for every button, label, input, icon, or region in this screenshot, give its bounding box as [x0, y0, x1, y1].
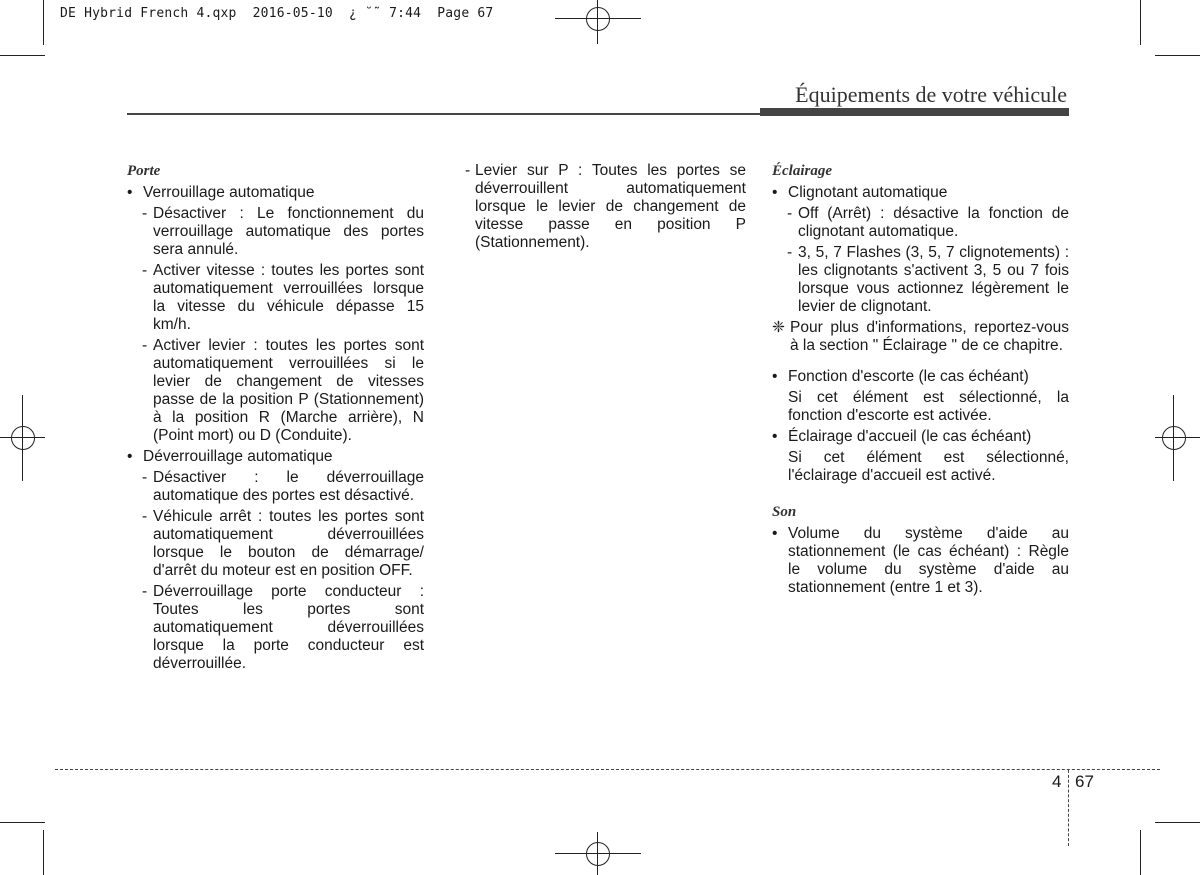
sub-item: - Désactiver : Le fonctionnement du verrouillage automatique des portes sera annulé. [142, 205, 424, 258]
bullet-verrouillage: • Verrouillage automatique [127, 184, 424, 202]
section-title-eclairage: Éclairage [772, 163, 832, 179]
note: ❈ Pour plus d'informations, reportez-vous à la section " Éclairage " de ce chapitre. [772, 319, 1069, 354]
column-right [772, 162, 1069, 597]
footer-divider [1068, 770, 1069, 846]
paragraph: Si cet élément est sélectionné, l'éclairage d'accueil est activé. [788, 449, 1069, 484]
bullet-deverrouillage: • Déverrouillage automatique [127, 448, 424, 466]
sub-item: - Levier sur P : Toutes les portes se déverrouillent automatiquement lorsque le levier de changement de vitesse passe en position P (Stationnement). [465, 162, 746, 251]
sub-item: - Activer vitesse : toutes les portes sont automatiquement verrouillées lorsque la vitesse du véhicule dépasse 15 km/h. [142, 262, 424, 333]
bullet-accueil: • Éclairage d'accueil (le cas échéant) [772, 428, 1069, 446]
sub-item: - Désactiver : le déverrouillage automatique des portes est désactivé. [142, 469, 424, 504]
bullet-escorte: • Fonction d'escorte (le cas échéant) [772, 368, 1069, 386]
column-middle [465, 162, 746, 252]
sub-item: - Activer levier : toutes les portes sont automatiquement verrouillées si le levier de changement de vitesses passe de la position P (Stationnement) à la position R (Marche arrière), N (Point mort) ou D (Conduite). [142, 337, 424, 444]
column-left [127, 162, 424, 673]
sub-item: - 3, 5, 7 Flashes (3, 5, 7 clignotements) : les clignotants s'activent 3, 5 ou 7 fois lorsque vous actionnez légèrement le levier de clignotant. [787, 244, 1069, 315]
sub-item: - Véhicule arrêt : toutes les portes sont automatiquement déverrouillées lorsque le bouton de démarrage/ d'arrêt du moteur est en position OFF. [142, 508, 424, 579]
bullet-clignotant: • Clignotant automatique [772, 184, 1069, 202]
page-number: 67 [1075, 772, 1094, 791]
section-title-porte: Porte [127, 163, 161, 179]
footer-rule [55, 769, 1160, 770]
sub-item: - Déverrouillage porte conducteur : Toutes les portes sont automatiquement déverrouillées lorsque la porte conducteur est déverrouillée. [142, 583, 424, 672]
sub-item: - Off (Arrêt) : désactive la fonction de clignotant automatique. [787, 205, 1069, 240]
note-asterisk-icon: ❈ [772, 319, 785, 336]
header-rule-thick [760, 108, 1069, 116]
bullet-volume: • Volume du système d'aide au stationnement (le cas échéant) : Règle le volume du système d'aide au stationnement (entre 1 et 3). [772, 525, 1069, 597]
header-rule [127, 113, 760, 115]
section-title-son: Son [772, 504, 797, 520]
print-slug: DE Hybrid French 4.qxp 2016-05-10 ¿ ˘˜ 7:44 Page 67 [60, 6, 494, 21]
chapter-number: 4 [1052, 772, 1062, 791]
paragraph: Si cet élément est sélectionné, la fonction d'escorte est activée. [788, 389, 1069, 424]
page-header-title: Équipements de votre véhicule [795, 82, 1067, 107]
